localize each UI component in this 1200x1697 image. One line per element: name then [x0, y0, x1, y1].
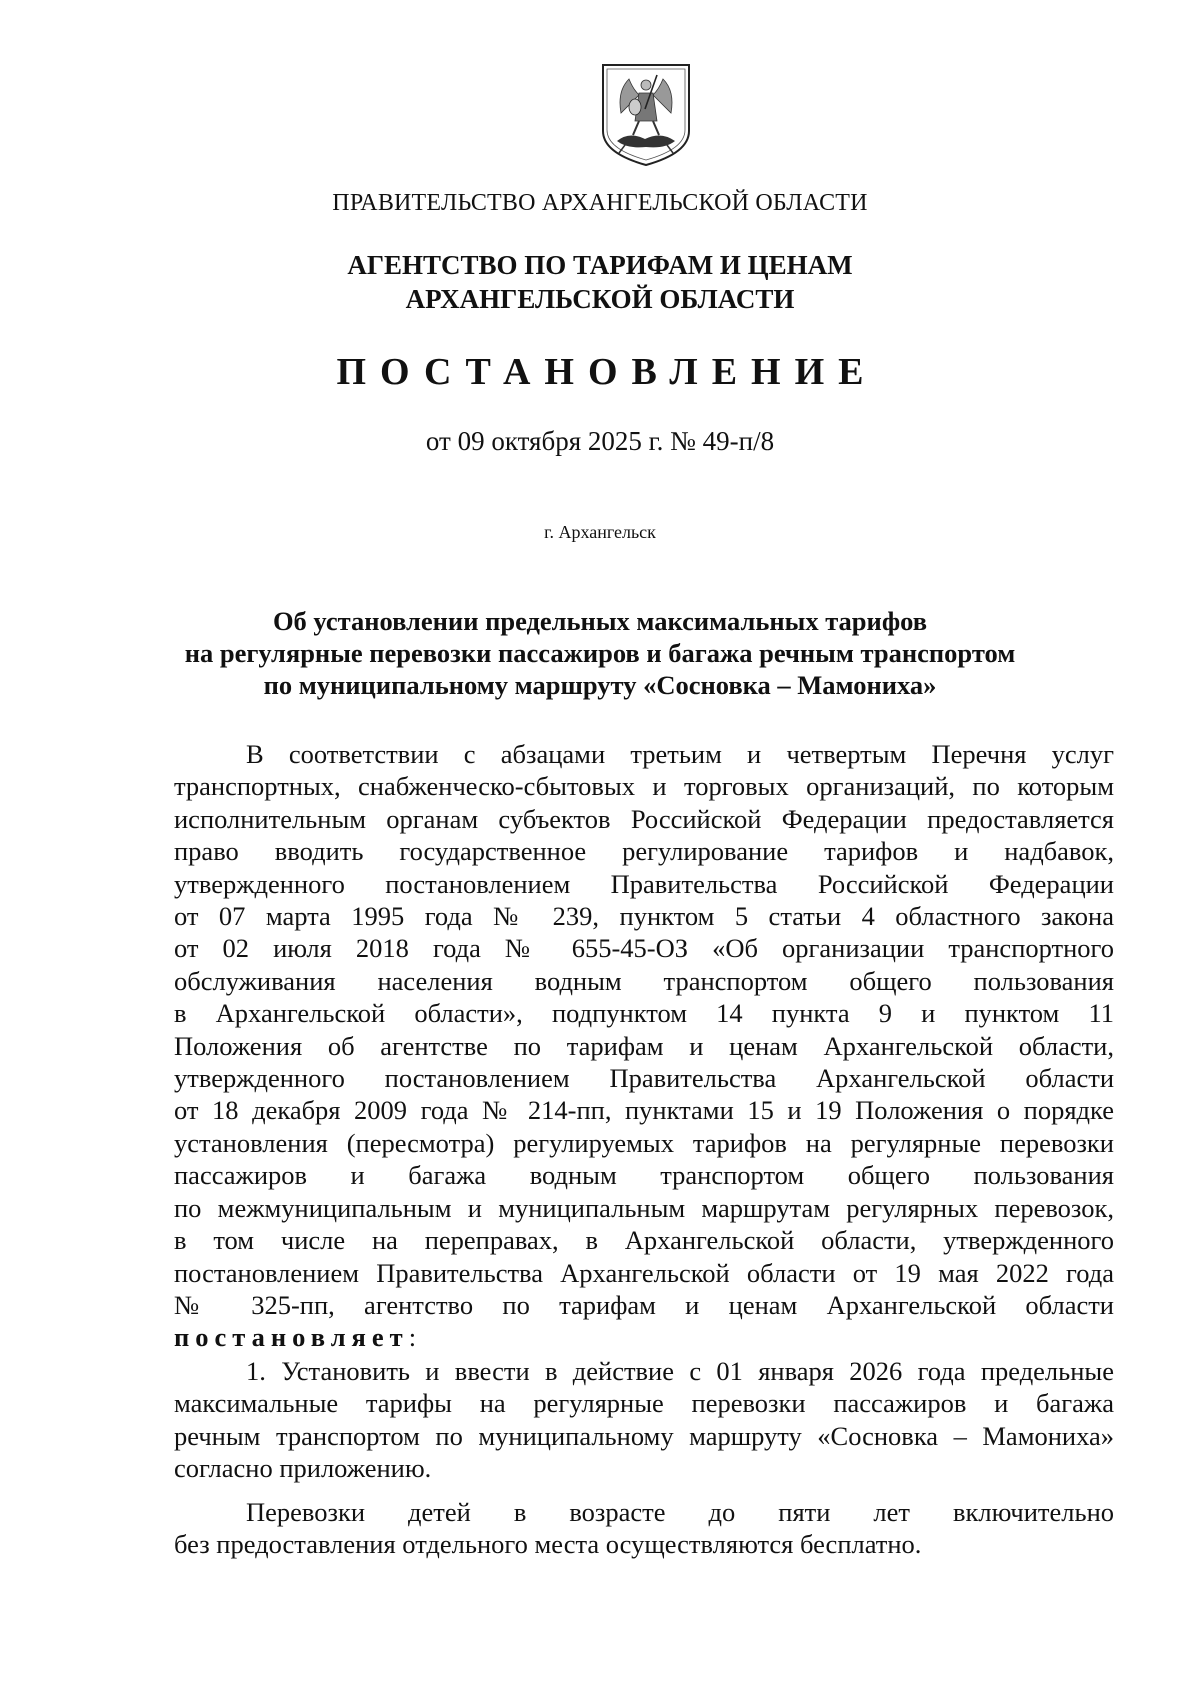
- title-line-2: на регулярные перевозки пассажиров и багажа речным транспортом: [184, 638, 1016, 668]
- children-note-paragraph: [174, 1496, 1114, 1561]
- preamble-paragraph: [174, 738, 1114, 1354]
- preamble-line: от 02 июля 2018 года № 655-45-ОЗ «Об организации транспортного: [174, 933, 1114, 964]
- preamble-line: В соответствии с абзацами третьим и четвертым Перечня услуг: [246, 739, 1114, 769]
- resolves-word: постановляет: [174, 1322, 409, 1353]
- coat-of-arms-emblem: [599, 61, 693, 168]
- preamble-line: Положения об агентстве по тарифам и ценам Архангельской области,: [174, 1030, 1114, 1061]
- preamble-line: право вводить государственное регулирование тарифов и надбавок,: [174, 836, 1114, 867]
- preamble-line: от 07 марта 1995 года № 239, пунктом 5 статьи 4 областного закона: [174, 901, 1114, 932]
- item-1-line: 1. Установить и ввести в действие с 01 января 2026 года предельные: [246, 1356, 1114, 1386]
- document-title: [0, 605, 1200, 701]
- preamble-line: утвержденного постановлением Правительства Российской Федерации: [174, 868, 1114, 899]
- preamble-line: обслуживания населения водным транспортом общего пользования: [174, 965, 1114, 996]
- preamble-line: утвержденного постановлением Правительства Архангельской области: [174, 1063, 1114, 1094]
- date-and-number: от 09 октября 2025 г. № 49-п/8: [425, 426, 775, 456]
- preamble-line: транспортных, снабженческо-сбытовых и торговых организаций, по которым: [174, 771, 1114, 802]
- city: г. Архангельск: [544, 522, 656, 542]
- agency-line-2: АРХАНГЕЛЬСКОЙ ОБЛАСТИ: [405, 284, 795, 314]
- children-note-line: без предоставления отдельного места осуществляются бесплатно.: [174, 1529, 922, 1560]
- item-1-line: речным транспортом по муниципальному маршруту «Сосновка – Мамониха»: [174, 1420, 1114, 1451]
- preamble-line: в том числе на переправах, в Архангельской области, утвержденного: [174, 1225, 1114, 1256]
- preamble-line: исполнительным органам субъектов Российской Федерации предоставляется: [174, 803, 1114, 834]
- item-1-paragraph: [174, 1355, 1114, 1485]
- preamble-line: постановлением Правительства Архангельской области от 19 мая 2022 года: [174, 1257, 1114, 1288]
- preamble-line: в Архангельской области», подпунктом 14 пункта 9 и пунктом 11: [174, 998, 1114, 1029]
- children-note-line: Перевозки детей в возрасте до пяти лет включительно: [246, 1497, 1114, 1527]
- agency-line-1: АГЕНТСТВО ПО ТАРИФАМ И ЦЕНАМ: [347, 250, 853, 280]
- resolves-colon: :: [408, 1322, 417, 1353]
- agency-name: [0, 248, 1200, 316]
- preamble-line: № 325-пп, агентство по тарифам и ценам Архангельской области: [174, 1289, 1114, 1320]
- preamble-line: пассажиров и багажа водным транспортом общего пользования: [174, 1160, 1114, 1191]
- title-line-3: по муниципальному маршруту «Сосновка – Мамониха»: [263, 670, 937, 700]
- government-name: ПРАВИТЕЛЬСТВО АРХАНГЕЛЬСКОЙ ОБЛАСТИ: [332, 190, 868, 216]
- preamble-line: установления (пересмотра) регулируемых тарифов на регулярные перевозки: [174, 1127, 1114, 1158]
- item-1-line: максимальные тарифы на регулярные перевозки пассажиров и багажа: [174, 1388, 1114, 1419]
- document-type: ПОСТАНОВЛЕНИЕ: [336, 351, 878, 393]
- item-1-line: согласно приложению.: [174, 1453, 432, 1484]
- resolves-line: [174, 1321, 1114, 1353]
- preamble-line: по межмуниципальным и муниципальным маршрутам регулярных перевозок,: [174, 1192, 1114, 1223]
- preamble-line: от 18 декабря 2009 года № 214-пп, пунктами 15 и 19 Положения о порядке: [174, 1095, 1114, 1126]
- title-line-1: Об установлении предельных максимальных тарифов: [272, 606, 928, 636]
